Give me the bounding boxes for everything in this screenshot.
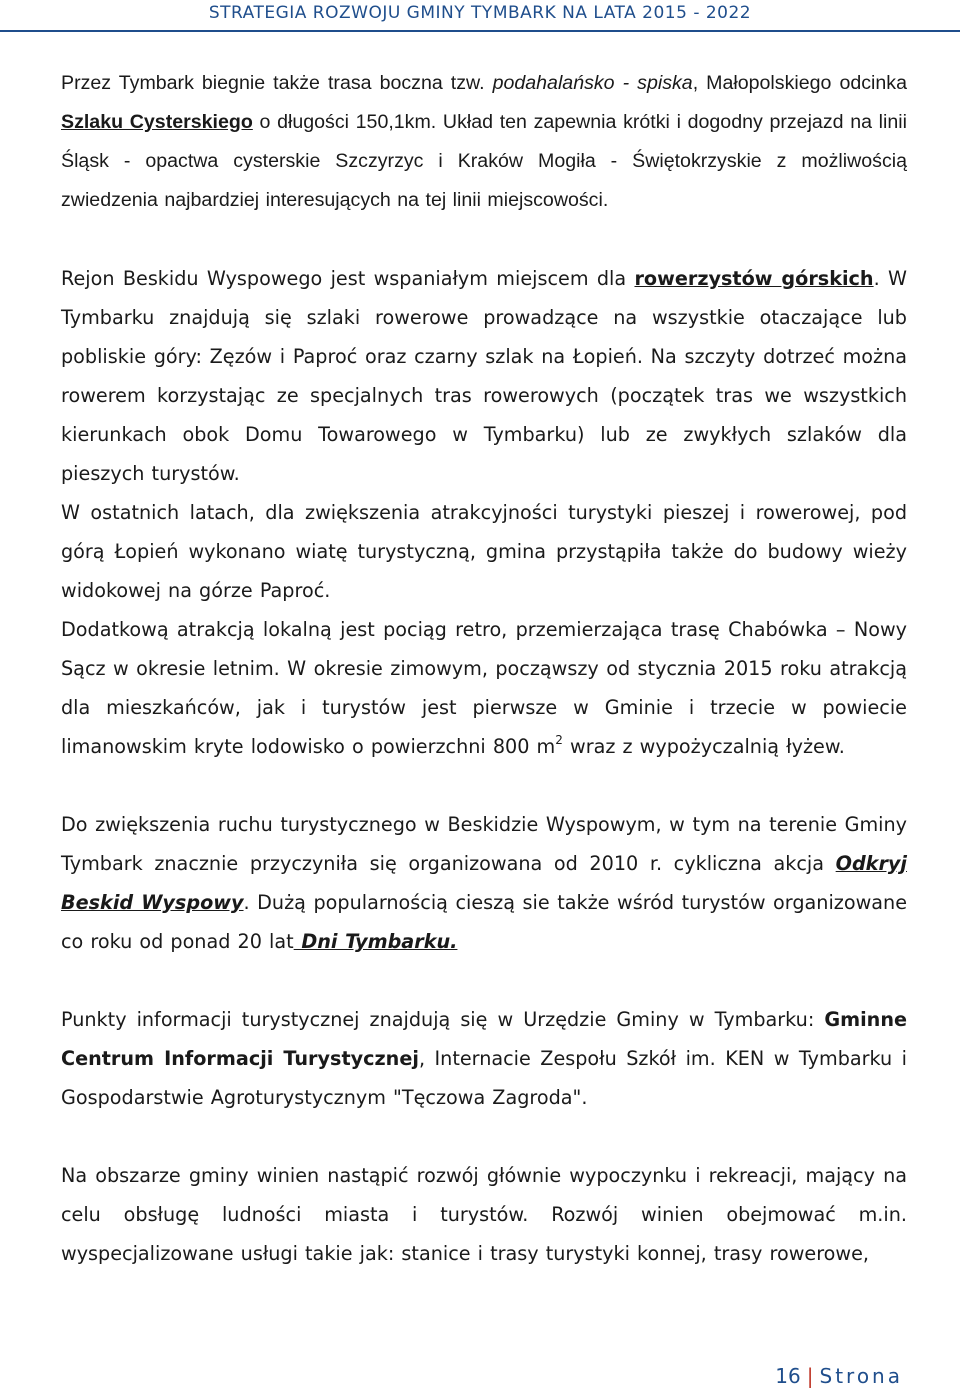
route-name: podahalańsko - spiska bbox=[492, 72, 693, 94]
page-footer bbox=[775, 1364, 903, 1388]
superscript: 2 bbox=[555, 733, 563, 747]
paragraph-mountain-bikers: Rejon Beskidu Wyspowego jest wspaniałym miejscem dla rowerzystów górskich. W Tymbarku znajdują się szlaki rowerowe prowadzące na wszystkie otaczające lub pobliskie góry: Zęzów i Paproć oraz czarny szlak na Łopień. Na szczyty dotrzeć można rowerem korzystając ze specjalnych tras rowerowych (początek tras we wszystkich kierunkach obok Domu Towarowego w Tymbarku) lub ze zwykłych szlaków dla pieszych turystów. bbox=[61, 267, 908, 485]
paragraph-tourism-growth: Do zwiększenia ruchu turystycznego w Beskidzie Wyspowym, w tym na terenie Gminy Tymbark znacznie przyczyniła się organizowana od 2010 r. cykliczna akcja Odkryj Beskid Wyspowy. Dużą popularnością cieszą sie także wśród turystów organizowane co roku od ponad 20 lat Dni Tymbarku. bbox=[61, 813, 908, 953]
dni-tymbarku-link[interactable]: Dni Tymbarku. bbox=[293, 930, 458, 953]
page-header bbox=[0, 0, 960, 32]
page-content bbox=[61, 64, 907, 1273]
paragraph-development: Na obszarze gminy winien nastąpić rozwój głównie wypoczynku i rekreacji, mający na celu obsługę ludności miasta i turystów. Rozwój winien obejmować m.in. wyspecjalizowane usługi takie jak: stanice i trasy turystyki konnej, trasy rowerowe, bbox=[61, 1164, 907, 1265]
odkryj-beskid-link[interactable]: Odkryj Beskid Wyspowy bbox=[61, 852, 907, 914]
page-label: Strona bbox=[819, 1364, 903, 1388]
paragraph-tourist-shelter: W ostatnich latach, dla zwiększenia atrakcyjności turystyki pieszej i rowerowej, pod górą Łopień wykonano wiatę turystyczną, gmina przystąpiła także do budowy wieży widokowej na górze Paproć. bbox=[61, 501, 907, 602]
paragraph-tourist-info: Punkty informacji turystycznej znajdują się w Urzędzie Gminy w Tymbarku: Gminne Centrum Informacji Turystycznej, Internacie Zespołu Szkół im. KEN w Tymbarku i Gospodarstwie Agroturystycznym "Tęczowa Zagroda". bbox=[61, 1008, 908, 1109]
mountain-bikers-link[interactable]: rowerzystów górskich bbox=[634, 267, 874, 290]
paragraph-retro-train: Dodatkową atrakcją lokalną jest pociąg retro, przemierzająca trasę Chabówka – Nowy Sącz w okresie letnim. W okresie zimowym, począwszy od stycznia 2015 roku atrakcją dla mieszkańców, jak i turystów jest pierwsze w Gminie i trzecie w powiecie limanowskim kryte lodowisko o powierzchni 800 $m^2$ wraz z wypożyczalnią łyżew. bbox=[61, 618, 907, 758]
document-title: STRATEGIA ROZWOJU GMINY TYMBARK NA LATA 2015 - 2022 bbox=[208, 3, 752, 23]
page-number: 16 bbox=[775, 1364, 801, 1388]
paragraph-cistercian-trail: Przez Tymbark biegnie także trasa boczna tzw. podahalańsko - spiska, Małopolskiego odcinka Szlaku Cysterskiego o długości 150,1km. Układ ten zapewnia krótki i dogodny przejazd na linii Śląsk - opactwa cysterskie Szczyrzyc i Kraków Mogiła - Świętokrzyskie z możliwością zwiedzenia najbardziej interesujących na tej linii miejscowości. bbox=[61, 72, 907, 211]
cistercian-trail-link[interactable]: Szlaku Cysterskiego bbox=[61, 111, 253, 133]
footer-separator: | bbox=[806, 1364, 814, 1388]
info-center-name: Gminne Centrum Informacji Turystycznej bbox=[61, 1008, 907, 1070]
